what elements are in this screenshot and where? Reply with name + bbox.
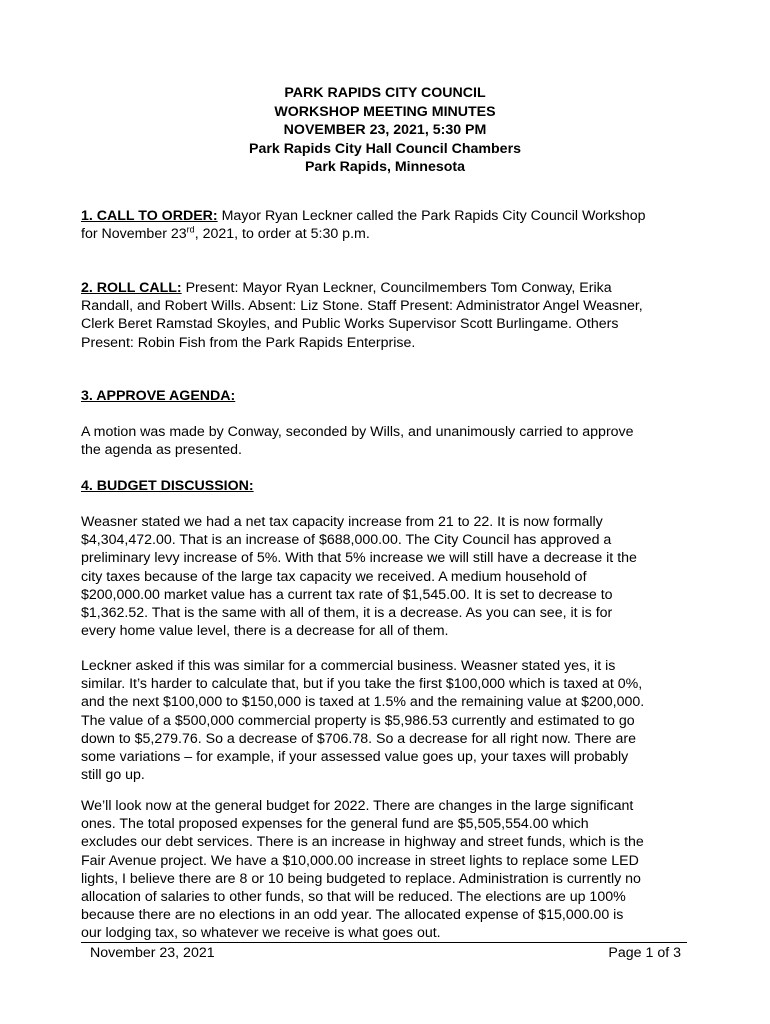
budget-paragraph-1 [81, 513, 691, 640]
call-to-order-label: 1. CALL TO ORDER: [81, 208, 218, 224]
budget-p3-line: excludes our debt services. There is an increase in highway and street funds, which is the [81, 834, 644, 851]
header-city-state: Park Rapids, Minnesota [304, 159, 466, 176]
approve-agenda-text-2: the agenda as presented. [81, 442, 242, 459]
roll-call-text-1: Present: Mayor Ryan Leckner, Councilmembers Tom Conway, Erika [181, 280, 612, 296]
section-roll-call [81, 279, 691, 352]
budget-p3-line: Fair Avenue project. We have a $10,000.00 increase in street lights to replace some LED [81, 852, 639, 869]
budget-p1-line: city taxes because of the large tax capacity we received. A medium household of [81, 568, 587, 585]
budget-p3-line: We’ll look now at the general budget for 2022. There are changes in the large significant [81, 798, 634, 814]
budget-p2-line: some variations – for example, if your assessed value goes up, your taxes will probably [81, 749, 629, 766]
roll-call-label: 2. ROLL CALL: [81, 280, 182, 296]
header-location: Park Rapids City Hall Council Chambers [248, 140, 521, 157]
header-meeting-type: WORKSHOP MEETING MINUTES [274, 103, 496, 120]
footer-page-number: Page 1 of 3 [608, 945, 681, 961]
call-to-order-superscript: rd [186, 224, 195, 235]
approve-agenda-text-1: A motion was made by Conway, seconded by Wills, and unanimously carried to approve [81, 424, 634, 440]
budget-p2-line: similar. It’s harder to calculate that, but if you take the first $100,000 which is taxed at 0%, [81, 676, 643, 693]
budget-p2-line: still go up. [81, 767, 145, 784]
budget-discussion-label: 4. BUDGET DISCUSSION: [81, 478, 254, 494]
roll-call-text-3: Clerk Beret Ramstad Skoyles, and Public Works Supervisor Scott Burlingame. Others [81, 316, 619, 333]
budget-p2-line: down to $5,279.76. So a decrease of $706.78. So a decrease for all right now. There are [81, 730, 636, 747]
budget-paragraph-3 [81, 797, 691, 943]
budget-paragraph-2 [81, 657, 691, 784]
budget-p2-line: and the next $100,000 to $150,000 is taxed at 1.5% and the remaining value at $200,000. [81, 694, 645, 711]
footer-date: November 23, 2021 [90, 945, 215, 961]
approve-agenda-body [81, 423, 691, 459]
call-to-order-text-1: Mayor Ryan Leckner called the Park Rapids City Council Workshop [217, 208, 646, 224]
budget-p1-line: $200,000.00 market value has a current tax rate of $1,545.00. It is set to decrease to [81, 586, 613, 603]
approve-agenda-label: 3. APPROVE AGENDA: [81, 388, 236, 404]
budget-p2-line: Leckner asked if this was similar for a commercial business. Weasner stated yes, it is [81, 658, 616, 674]
budget-p3-line: because there are no elections in an odd year. The allocated expense of $15,000.00 is [81, 907, 624, 924]
budget-p3-line: ones. The total proposed expenses for the general fund are $5,505,554.00 which [81, 816, 589, 833]
roll-call-text-2: Randall, and Robert Wills. Absent: Liz Stone. Staff Present: Administrator Angel Weasner, [81, 298, 643, 315]
minutes-header [0, 84, 770, 177]
budget-p3-line: lights, I believe there are 8 or 10 being budgeted to replace. Administration is currently no [81, 870, 641, 887]
header-council-name: PARK RAPIDS CITY COUNCIL [284, 85, 486, 101]
section-budget-discussion [81, 477, 691, 495]
header-meeting-date: NOVEMBER 23, 2021, 5:30 PM [283, 122, 487, 139]
call-to-order-text-2a: for November 23 [81, 226, 187, 243]
footer-divider [81, 942, 687, 943]
section-approve-agenda [81, 387, 691, 405]
budget-p1-line: every home value level, there is a decrease for all of them. [81, 623, 449, 640]
roll-call-text-4: Present: Robin Fish from the Park Rapids Enterprise. [81, 334, 416, 351]
budget-p2-line: The value of a $500,000 commercial property is $5,986.53 currently and estimated to go [81, 712, 635, 729]
budget-p1-line: $4,304,472.00. That is an increase of $688,000.00. The City Council has approved a [81, 532, 612, 549]
budget-p1-line: Weasner stated we had a net tax capacity increase from 21 to 22. It is now formally [81, 514, 603, 530]
budget-p3-line: allocation of salaries to other funds, so that will be reduced. The elections are up 100% [81, 889, 626, 906]
budget-p3-line: our lodging tax, so whatever we receive is what goes out. [81, 925, 441, 942]
call-to-order-text-2b: , 2021, to order at 5:30 p.m. [194, 226, 370, 243]
budget-p1-line: preliminary levy increase of 5%. With that 5% increase we will still have a decrease it the [81, 550, 637, 567]
section-call-to-order [81, 207, 691, 243]
budget-p1-line: $1,362.52. That is the same with all of them, it is a decrease. As you can see, it is for [81, 605, 613, 622]
